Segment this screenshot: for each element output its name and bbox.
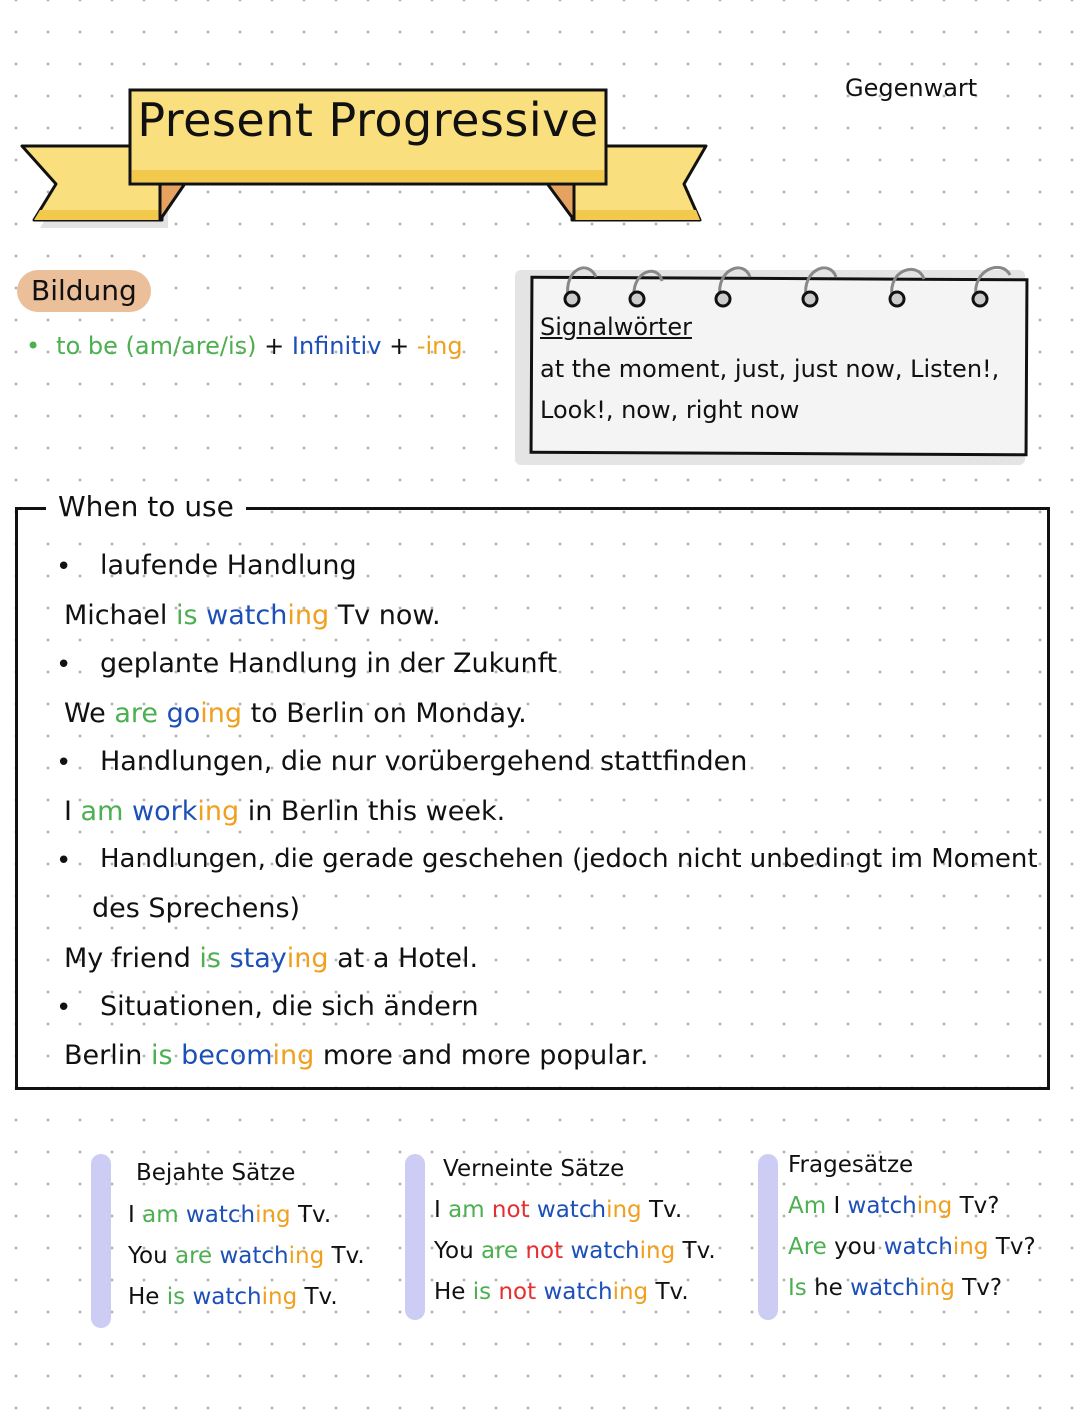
subject: He — [434, 1279, 473, 1305]
verb-stem: watch — [536, 1197, 607, 1223]
formula-plus: + — [381, 332, 417, 360]
example-rest: to Berlin on Monday. — [242, 698, 527, 729]
aux: am — [142, 1202, 179, 1228]
example-verb-stem: watch — [206, 600, 288, 631]
example-verb-stem: go — [166, 698, 201, 729]
verb-stem: watch — [847, 1193, 917, 1219]
example-rest: in Berlin this week. — [239, 796, 506, 827]
aux: is — [472, 1279, 492, 1305]
example-ing: ing — [200, 698, 243, 729]
verb-stem: watch — [883, 1234, 953, 1260]
ing: ing — [919, 1275, 955, 1301]
negation: not — [525, 1238, 564, 1264]
verb-stem: watch — [192, 1284, 262, 1310]
subject: I — [128, 1202, 143, 1228]
sentence-question — [788, 1275, 1002, 1301]
rest: Tv. — [324, 1243, 365, 1269]
spiral-rings-icon — [540, 255, 1030, 315]
rest: Tv? — [952, 1193, 1000, 1219]
example-subject: My friend — [64, 943, 200, 974]
verb-stem: watch — [570, 1238, 640, 1264]
formula-ing: -ing — [416, 332, 463, 360]
page-title: Present Progressive — [137, 93, 599, 147]
example-subject: I — [64, 796, 81, 827]
subject: I — [826, 1193, 848, 1219]
ing: ing — [639, 1238, 676, 1264]
bullet-icon: • — [56, 748, 72, 778]
example-rest: at a Hotel. — [328, 943, 479, 974]
formula — [26, 332, 463, 360]
section-title-when-to-use: When to use — [46, 488, 246, 526]
example-ing: ing — [272, 1040, 315, 1071]
example-aux: is — [199, 943, 221, 974]
usage-example — [64, 943, 478, 974]
ing: ing — [612, 1279, 649, 1305]
example-ing: ing — [197, 796, 240, 827]
usage-example — [64, 698, 527, 729]
bullet-icon: • — [56, 993, 72, 1023]
column-accent-bar — [758, 1154, 778, 1320]
example-aux: is — [176, 600, 198, 631]
section-label-bildung: Bildung — [17, 270, 151, 312]
sentence-negative — [434, 1197, 682, 1223]
subject: You — [128, 1243, 175, 1269]
ing: ing — [916, 1193, 953, 1219]
column-accent-bar — [91, 1154, 111, 1328]
verb-stem: watch — [219, 1243, 289, 1269]
usage-example — [64, 1040, 648, 1071]
bullet-icon: • — [56, 552, 72, 582]
sentence-question — [788, 1234, 1036, 1260]
sentence-affirmative — [128, 1243, 365, 1269]
aux: Are — [788, 1234, 827, 1260]
bullet-icon: • — [56, 846, 72, 876]
signal-words-line: at the moment, just, just now, Listen!, — [540, 355, 1000, 383]
bullet-icon: • — [56, 650, 72, 680]
sentence-affirmative — [128, 1202, 331, 1228]
sentence-question — [788, 1193, 999, 1219]
sentence-negative — [434, 1279, 689, 1305]
rest: Tv. — [675, 1238, 716, 1264]
verb-stem: watch — [543, 1279, 613, 1305]
aux: are — [480, 1238, 519, 1264]
sentence-negative — [434, 1238, 716, 1264]
title-banner — [0, 70, 720, 230]
usage-rule-continued: des Sprechens) — [92, 893, 301, 924]
rest: Tv. — [297, 1284, 338, 1310]
example-rest: Tv now. — [329, 600, 441, 631]
rest: Tv? — [988, 1234, 1036, 1260]
formula-plus: + — [256, 332, 292, 360]
ing: ing — [288, 1243, 325, 1269]
example-subject: We — [64, 698, 115, 729]
usage-rule: geplante Handlung in der Zukunft — [100, 648, 558, 679]
aux: are — [174, 1243, 213, 1269]
usage-example — [64, 600, 441, 631]
formula-infinitive: Infinitiv — [291, 332, 382, 360]
signal-words-title: Signalwörter — [540, 313, 692, 341]
subject: He — [128, 1284, 167, 1310]
example-verb-stem: stay — [229, 943, 287, 974]
bullet-icon: • — [26, 332, 41, 360]
rest: Tv. — [648, 1279, 689, 1305]
column-accent-bar — [405, 1154, 425, 1320]
aux: Is — [788, 1275, 807, 1301]
negation: not — [498, 1279, 537, 1305]
usage-rule: Handlungen, die nur vorübergehend stattfinden — [100, 746, 748, 777]
example-ing: ing — [286, 943, 329, 974]
usage-rule: laufende Handlung — [100, 550, 357, 581]
formula-to-be: to be (am/are/is) — [56, 332, 257, 360]
rest: Tv. — [290, 1202, 332, 1228]
ing: ing — [261, 1284, 298, 1310]
subject: I — [434, 1197, 449, 1223]
aux: is — [166, 1284, 186, 1310]
ing: ing — [606, 1197, 642, 1223]
aux: am — [448, 1197, 485, 1223]
usage-rule: Handlungen, die gerade geschehen (jedoch nicht unbedingt im Moment — [100, 844, 1038, 874]
divider — [15, 1087, 1050, 1090]
example-verb-stem: work — [132, 796, 198, 827]
example-subject: Berlin — [64, 1040, 151, 1071]
sentence-affirmative — [128, 1284, 338, 1310]
signal-words-line: Look!, now, right now — [540, 396, 800, 424]
column-title-affirmative: Bejahte Sätze — [136, 1160, 296, 1186]
verb-stem: watch — [185, 1202, 256, 1228]
subtitle: Gegenwart — [845, 74, 978, 102]
column-title-questions: Fragesätze — [788, 1152, 914, 1178]
usage-rule: Situationen, die sich ändern — [100, 991, 479, 1022]
subject: you — [826, 1234, 884, 1260]
example-aux: is — [150, 1040, 173, 1071]
example-subject: Michael — [64, 600, 176, 631]
verb-stem: watch — [850, 1275, 920, 1301]
negation: not — [491, 1197, 530, 1223]
ing: ing — [255, 1202, 291, 1228]
rest: Tv. — [641, 1197, 683, 1223]
column-title-negative: Verneinte Sätze — [443, 1156, 625, 1182]
example-verb-stem: becom — [181, 1040, 273, 1071]
usage-example — [64, 796, 505, 827]
rest: Tv? — [954, 1275, 1003, 1301]
example-rest: more and more popular. — [314, 1040, 649, 1071]
example-aux: am — [80, 796, 124, 827]
ing: ing — [952, 1234, 989, 1260]
subject: he — [806, 1275, 851, 1301]
example-ing: ing — [287, 600, 330, 631]
example-aux: are — [114, 698, 158, 729]
aux: Am — [788, 1193, 827, 1219]
subject: You — [434, 1238, 481, 1264]
